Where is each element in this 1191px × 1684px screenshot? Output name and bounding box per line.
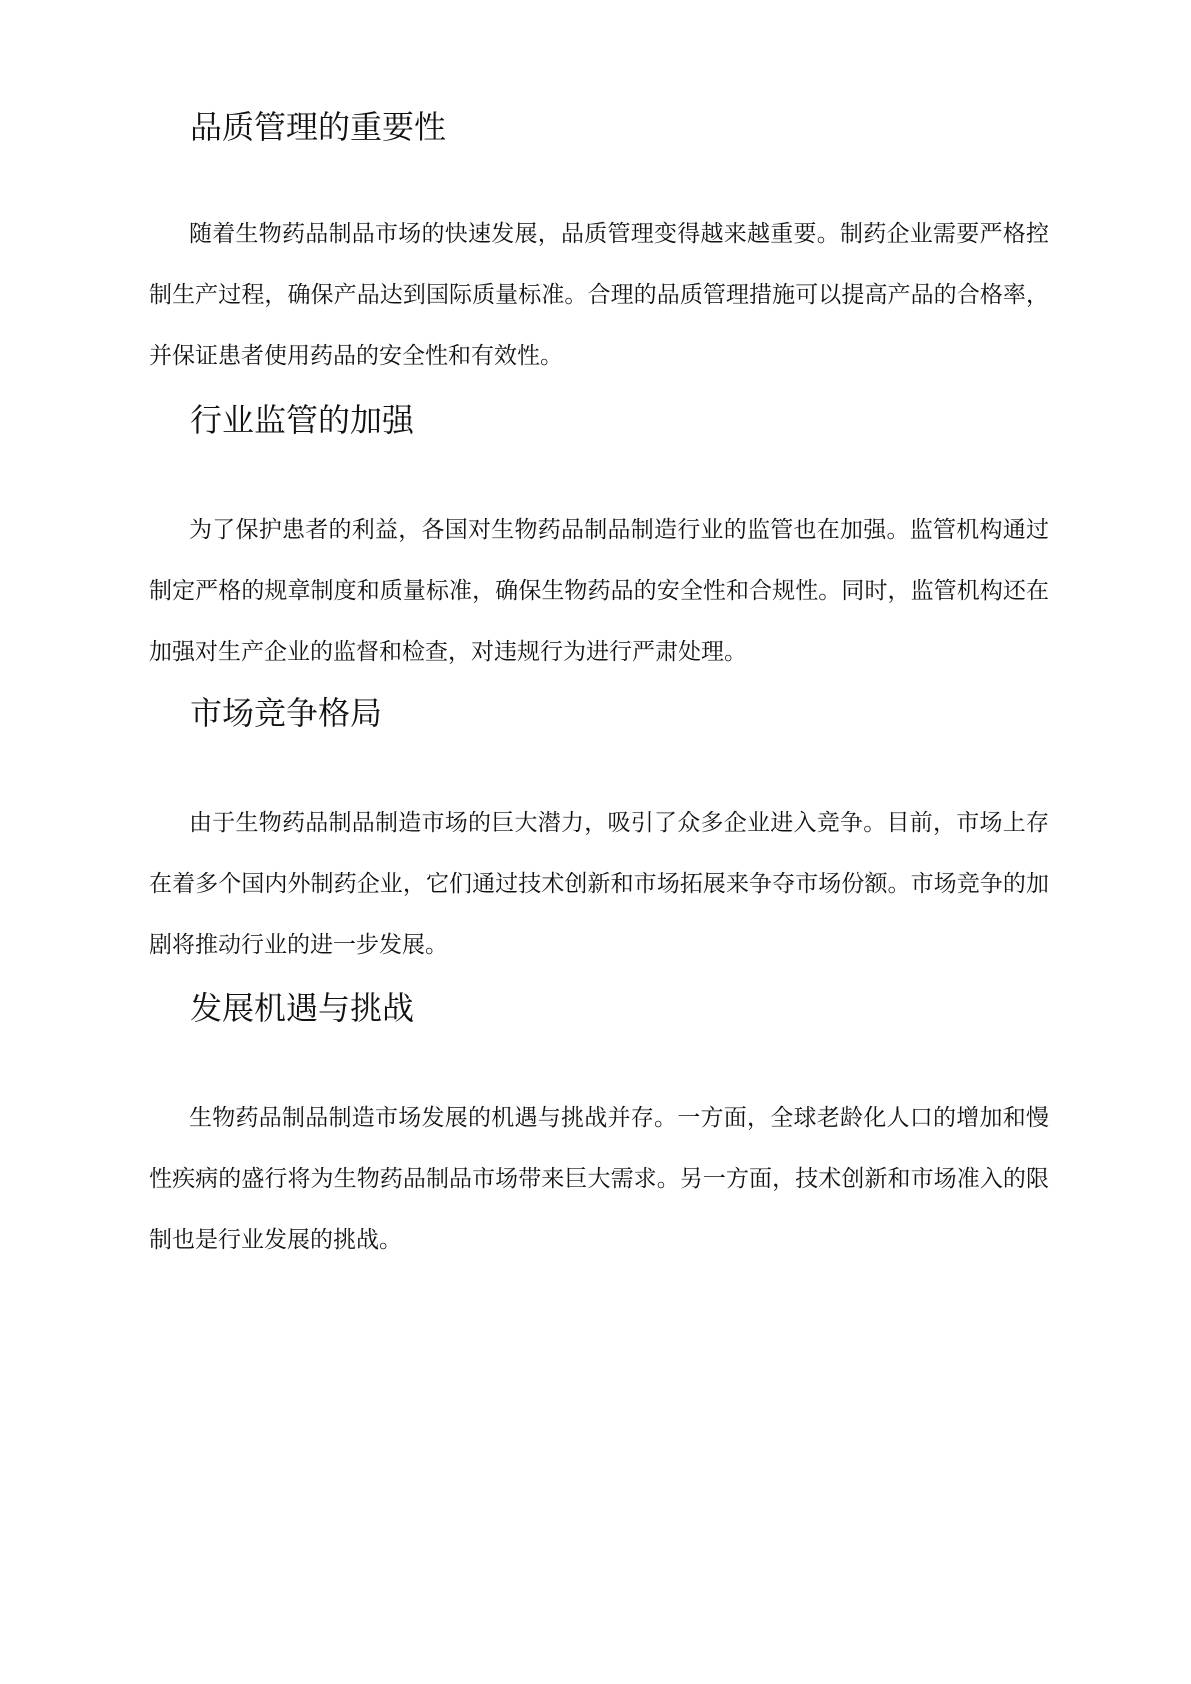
section-body-opportunities-challenges: 生物药品制品制造市场发展的机遇与挑战并存。一方面，全球老龄化人口的增加和慢性疾病的盛行将为生物药品制品市场带来巨大需求。另一方面，技术创新和市场准入的限制也是行业发展的挑战。 [149, 1105, 1049, 1253]
section-heading-opportunities-challenges: 发展机遇与挑战 [190, 989, 415, 1027]
section-heading-quality-management: 品质管理的重要性 [190, 108, 447, 146]
section-body-quality-management: 随着生物药品制品市场的快速发展，品质管理变得越来越重要。制药企业需要严格控制生产过程，确保产品达到国际质量标准。合理的品质管理措施可以提高产品的合格率，并保证患者使用药品的安全性和有效性。 [149, 221, 1049, 369]
section-body-industry-regulation: 为了保护患者的利益，各国对生物药品制品制造行业的监管也在加强。监管机构通过制定严格的规章制度和质量标准，确保生物药品的安全性和合规性。同时，监管机构还在加强对生产企业的监督和检查，对违规行为进行严肃处理。 [149, 517, 1049, 665]
section-heading-market-competition: 市场竞争格局 [190, 694, 383, 732]
section-body-market-competition: 由于生物药品制品制造市场的巨大潜力，吸引了众多企业进入竞争。目前，市场上存在着多个国内外制药企业，它们通过技术创新和市场拓展来争夺市场份额。市场竞争的加剧将推动行业的进一步发展。 [149, 810, 1049, 958]
section-heading-industry-regulation: 行业监管的加强 [190, 401, 415, 439]
